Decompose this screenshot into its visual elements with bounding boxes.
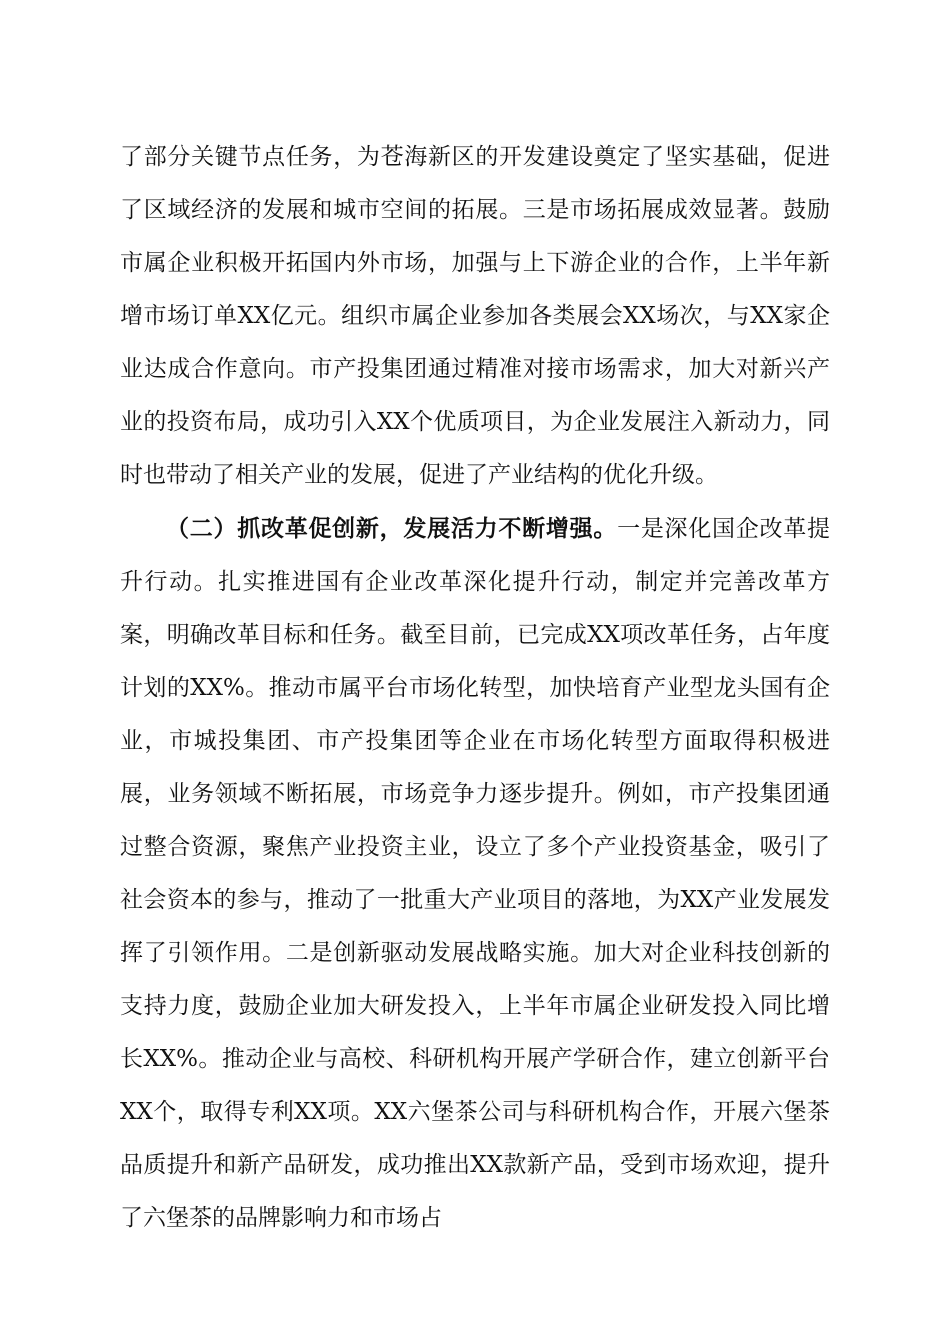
- paragraph-2-body: 一是深化国企改革提升行动。扎实推进国有企业改革深化提升行动，制定并完善改革方案，明确改革目标和任务。截至目前，已完成XX项改革任务，占年度计划的XX%。推动市属平台市场化转型，加快培育产业型龙头国有企业，市城投集团、市产投集团等企业在市场化转型方面取得积极进展，业务领域不断拓展，市场竞争力逐步提升。例如，市产投集团通过整合资源，聚焦产业投资主业，设立了多个产业投资基金，吸引了社会资本的参与，推动了一批重大产业项目的落地，为XX产业发展发挥了引领作用。二是创新驱动发展战略实施。加大对企业科技创新的支持力度，鼓励企业加大研发投入，上半年市属企业研发投入同比增长XX%。推动企业与高校、科研机构开展产学研合作，建立创新平台XX个，取得专利XX项。XX六堡茶公司与科研机构合作，开展六堡茶品质提升和新产品研发，成功推出XX款新产品，受到市场欢迎，提升了六堡茶的品牌影响力和市场占: [120, 516, 831, 1231]
- document-body: [120, 131, 830, 1245]
- section-heading: （二）抓改革促创新，发展活力不断增强。: [166, 515, 618, 542]
- paragraph-1: 了部分关键节点任务，为苍海新区的开发建设奠定了坚实基础，促进了区域经济的发展和城市空间的拓展。三是市场拓展成效显著。鼓励市属企业积极开拓国内外市场，加强与上下游企业的合作，上半年新增市场订单XX亿元。组织市属企业参加各类展会XX场次，与XX家企业达成合作意向。市产投集团通过精准对接市场需求，加大对新兴产业的投资布局，成功引入XX个优质项目，为企业发展注入新动力，同时也带动了相关产业的发展，促进了产业结构的优化升级。: [120, 144, 830, 488]
- paragraph-2: [120, 502, 830, 1245]
